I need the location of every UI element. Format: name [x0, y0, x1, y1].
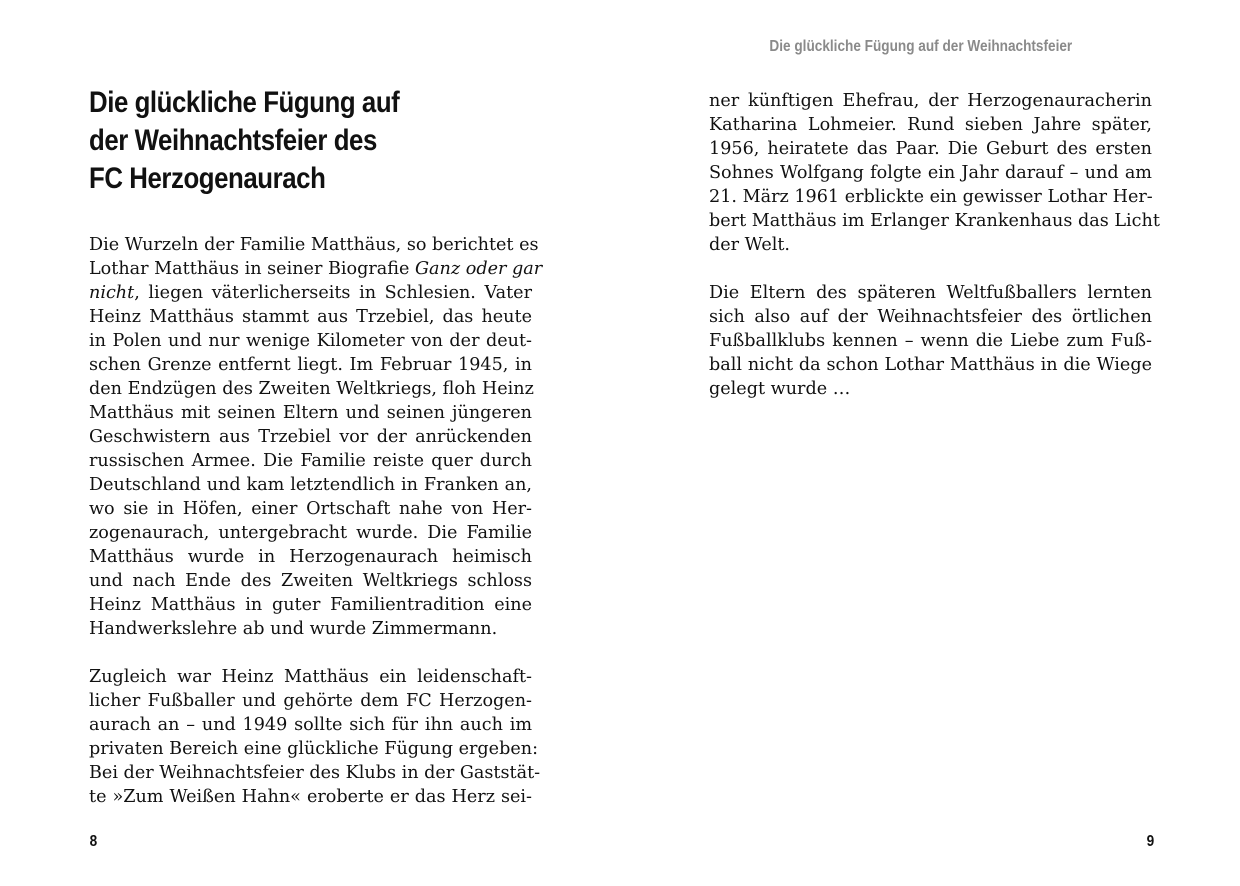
page-number-left: 8: [89, 833, 98, 850]
text-segment: Matthäus wurde in Herzogenaurach heimisch: [89, 547, 532, 567]
heading-line: FC Herzogenaurach: [89, 162, 326, 195]
text-segment: Matthäus mit seinen Eltern und seinen jüngeren: [89, 403, 532, 423]
text-line: [89, 233, 539, 257]
text-segment: ner künftigen Ehefrau, der Herzogenauracherin: [709, 91, 1152, 111]
text-line: [89, 737, 539, 761]
text-line: [89, 665, 532, 689]
text-segment: Heinz Matthäus stammt aus Trzebiel, das heute: [89, 307, 532, 327]
text-segment: zogenaurach, untergebracht wurde. Die Familie: [89, 523, 532, 543]
text-segment: wo sie in Höfen, einer Ortschaft nahe von Her-: [89, 499, 532, 519]
text-line: [709, 161, 1152, 185]
text-segment: Fußballklubs kennen – wenn die Liebe zum Fuß-: [709, 331, 1152, 351]
text-line: [89, 401, 532, 425]
text-segment: licher Fußballer und gehörte dem FC Herzogen-: [89, 691, 532, 711]
text-segment: Geschwistern aus Trzebiel vor der anrückenden: [89, 427, 532, 447]
text-segment: Katharina Lohmeier. Rund sieben Jahre später,: [709, 115, 1152, 135]
text-segment: den Endzügen des Zweiten Weltkriegs, floh Heinz: [89, 379, 534, 399]
text-line: [89, 689, 532, 713]
text-line: [709, 305, 1152, 329]
page-number-right: 9: [1146, 833, 1155, 850]
text-segment: Handwerkslehre ab und wurde Zimmermann.: [89, 619, 498, 639]
text-line: [709, 89, 1152, 113]
italic-book-title: nicht: [89, 283, 135, 303]
text-line: [89, 521, 532, 545]
text-segment: und nach Ende des Zweiten Weltkriegs schloss: [89, 571, 532, 591]
text-line: [709, 137, 1152, 161]
paragraph: [709, 89, 1160, 257]
italic-book-title: Ganz oder gar: [415, 259, 543, 279]
chapter-heading: [89, 84, 399, 198]
text-segment: schen Grenze entfernt liegt. Im Februar 1945, in: [89, 355, 532, 375]
text-line: [89, 257, 543, 281]
text-line: [89, 761, 541, 785]
text-segment: sich also auf der Weihnachtsfeier des örtlichen: [709, 307, 1152, 327]
right-page: [620, 0, 1240, 886]
text-segment: russischen Armee. Die Familie reiste quer durch: [89, 451, 532, 471]
text-segment: Heinz Matthäus in guter Familientradition eine: [89, 595, 532, 615]
text-segment: privaten Bereich eine glückliche Fügung ergeben:: [89, 739, 539, 759]
text-line: [89, 545, 532, 569]
heading-line: der Weihnachtsfeier des: [89, 124, 377, 157]
text-line: [709, 377, 1152, 401]
text-line: [89, 353, 532, 377]
paragraph: [89, 665, 541, 809]
text-line: [709, 209, 1160, 233]
text-line: [89, 473, 532, 497]
text-line: [89, 785, 532, 809]
text-line: [709, 329, 1152, 353]
text-segment: Die Eltern des späteren Weltfußballers lernten: [709, 283, 1152, 303]
text-segment: Die Wurzeln der Familie Matthäus, so berichtet es: [89, 235, 539, 255]
running-header: Die glückliche Fügung auf der Weihnachtsfeier: [769, 38, 1072, 55]
text-line: [89, 593, 532, 617]
text-segment: ball nicht da schon Lothar Matthäus in die Wiege: [709, 355, 1152, 375]
text-line: [89, 305, 532, 329]
text-segment: Lothar Matthäus in seiner Biografie: [89, 259, 415, 279]
text-segment: 1956, heiratete das Paar. Die Geburt des ersten: [709, 139, 1152, 159]
text-segment: Bei der Weihnachtsfeier des Klubs in der Gaststät-: [89, 763, 541, 783]
text-segment: Zugleich war Heinz Matthäus ein leidenschaft-: [89, 667, 532, 687]
text-segment: Deutschland und kam letztendlich in Franken an,: [89, 475, 532, 495]
text-segment: 21. März 1961 erblickte ein gewisser Lothar Her-: [709, 187, 1153, 207]
text-line: [709, 113, 1152, 137]
text-line: [89, 497, 532, 521]
text-line: [89, 425, 532, 449]
text-segment: , liegen väterlicherseits in Schlesien. Vater: [134, 283, 532, 303]
paragraph: [89, 233, 543, 641]
text-segment: bert Matthäus im Erlanger Krankenhaus das Licht: [709, 211, 1160, 231]
text-line: [89, 713, 532, 737]
text-line: [709, 185, 1152, 209]
left-body-text: [89, 233, 543, 833]
text-segment: aurach an – und 1949 sollte sich für ihn auch im: [89, 715, 532, 735]
heading-line: Die glückliche Fügung auf: [89, 86, 400, 119]
right-body-text: [709, 89, 1160, 425]
text-line: [89, 281, 532, 305]
text-segment: in Polen und nur wenige Kilometer von der deut-: [89, 331, 532, 351]
text-line: [89, 569, 532, 593]
text-line: [709, 353, 1152, 377]
text-line: [89, 377, 532, 401]
text-segment: gelegt wurde …: [709, 379, 851, 399]
text-segment: te »Zum Weißen Hahn« eroberte er das Herz sei-: [89, 787, 532, 807]
text-segment: der Welt.: [709, 235, 791, 255]
text-line: [89, 329, 532, 353]
text-line: [709, 281, 1152, 305]
text-segment: Sohnes Wolfgang folgte ein Jahr darauf – und am: [709, 163, 1152, 183]
text-line: [709, 233, 1152, 257]
paragraph: [709, 281, 1152, 401]
text-line: [89, 617, 532, 641]
text-line: [89, 449, 532, 473]
